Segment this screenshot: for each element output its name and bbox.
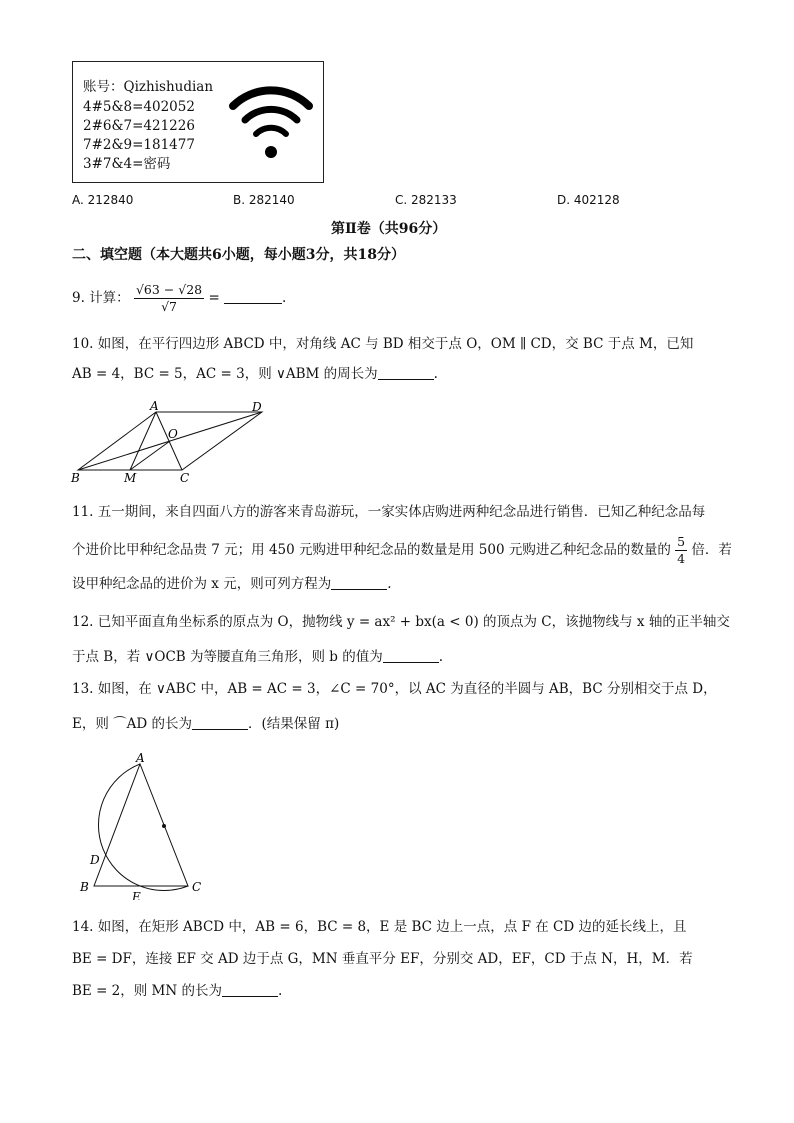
question-13-line1: 13. 如图，在 ∨ABC 中，AB = AC = 3，∠C = 70°，以 AC 为直径的半圆与 AB，BC 分别相交于点 D， [72,681,717,697]
answer-blank[interactable] [224,289,282,304]
q9-denominator: √7 [161,299,178,314]
question-14-line3 [72,981,282,1001]
wifi-password-line: 3#7&4=密码 [83,156,171,172]
wifi-clue-line: 7#2&9=181477 [83,137,195,153]
label-a: A [150,399,159,413]
q9-equals: = [208,290,220,306]
q10-end: . [433,366,438,382]
label-c: C [192,880,202,894]
label-a: A [136,751,145,765]
q14-end: . [277,983,283,999]
question-10-line2 [72,364,438,384]
question-12-line2 [72,647,443,667]
label-b: B [80,880,89,894]
question-11-line3 [72,574,392,594]
wifi-clue-line: 2#6&7=421226 [83,118,195,134]
q9-end: . [282,290,287,306]
answer-blank[interactable] [378,365,434,380]
q11-frac-num: 5 [677,534,686,549]
label-d: D [252,400,262,414]
section-title: 二、填空题（本大题共6小题，每小题3分，共18分） [72,247,405,263]
q9-numerator: √63 − √28 [135,282,203,297]
question-10-line1: 10. 如图，在平行四边形 ABCD 中，对角线 AC 与 BD 相交于点 O，OM ∥ CD，交 BC 于点 M，已知 [72,336,694,352]
q11-frac-den: 4 [677,551,686,566]
label-o: O [168,427,178,441]
question-14-line2: BE = DF，连接 EF 交 AD 边于点 G，MN 垂直平分 EF，分别交 AD，EF，CD 于点 N，H，M．若 [72,951,693,967]
question-13-line2 [72,714,339,734]
question-11-line2 [72,532,732,568]
answer-blank[interactable] [192,715,248,730]
q12-end: . [438,649,444,665]
label-c: C [180,471,190,485]
choice-c: C. 282133 [395,193,457,207]
part-title: 第Ⅱ卷（共96分） [331,221,447,237]
q9-prefix: 9. 计算： [72,290,130,306]
label-d: D [90,853,100,867]
question-9 [72,280,286,316]
choice-b: B. 282140 [233,193,295,207]
answer-blank[interactable] [383,648,439,663]
figure-parallelogram [68,398,278,488]
q10-line2-text: AB = 4，BC = 5，AC = 3，则 ∨ABM 的周长为 [72,366,378,382]
wifi-puzzle-box [72,61,324,183]
answer-blank[interactable] [331,575,387,590]
q12-line2-text: 于点 B，若 ∨OCB 为等腰直角三角形，则 b 的值为 [72,649,383,665]
question-11-line1: 11. 五一期间，来自四面八方的游客来青岛游玩，一家实体店购进两种纪念品进行销售．已知乙种纪念品每 [72,504,706,520]
question-12-line1: 12. 已知平面直角坐标系的原点为 O，抛物线 y = ax² + bx(a < 0) 的顶点为 C，该抛物线与 x 轴的正半轴交 [72,614,730,630]
answer-blank[interactable] [222,982,278,997]
q11-line2-text: 个进价比甲种纪念品贵 7 元；用 450 元购进甲种纪念品的数量是用 500 元购进乙种纪念品的数量的 [72,542,671,558]
q11-fraction [675,534,687,567]
choice-d: D. 402128 [557,193,620,207]
q11-end: . [387,576,392,592]
wifi-account-line: 账号：Qizhishudian [83,79,214,95]
wifi-clue-line: 4#5&8=402052 [83,99,195,115]
label-b: B [71,471,80,485]
figure-triangle-semicircle [76,750,216,900]
q11-line2-end: 倍．若 [691,542,732,558]
wifi-icon [229,80,313,162]
q14-line3-text: BE = 2，则 MN 的长为 [72,983,222,999]
q13-end: ．(结果保留 π) [248,716,340,732]
q13-line2-text: E，则 ⌒AD 的长为 [72,716,193,732]
label-m: M [124,471,137,485]
q9-fraction [134,282,204,315]
choice-a: A. 212840 [72,193,134,207]
question-14-line1: 14. 如图，在矩形 ABCD 中，AB = 6，BC = 8，E 是 BC 边上一点，点 F 在 CD 边的延长线上，且 [72,919,687,935]
label-e: E [132,890,141,900]
q11-line3-text: 设甲种纪念品的进价为 x 元，则可列方程为 [72,576,332,592]
